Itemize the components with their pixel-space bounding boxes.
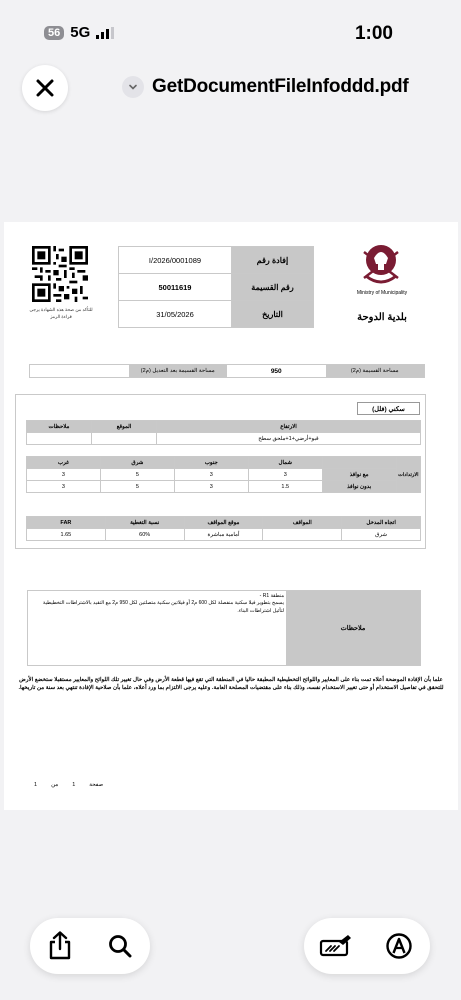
entrance-value: شرق: [342, 529, 421, 541]
setback-header-south: جنوب: [174, 457, 248, 469]
qr-code-icon: [32, 246, 88, 302]
setback-cell: 5: [100, 481, 174, 493]
setback-header-west: غرب: [27, 457, 101, 469]
share-icon: [47, 931, 73, 961]
setback-cell: 3: [248, 469, 322, 481]
page-word: صفحة: [89, 782, 104, 788]
height-value: قبو+أرضي+1+ملحق سطح: [157, 433, 421, 445]
setback-cell: 3: [174, 481, 248, 493]
parking-location-value: أمامية مباشرة: [184, 529, 263, 541]
setback-cell: 3: [174, 469, 248, 481]
page-footer: [34, 782, 103, 788]
toolbar-left: [30, 918, 150, 974]
close-button[interactable]: [22, 65, 68, 111]
setback-cell: 3: [27, 481, 101, 493]
setback-cell: 3: [27, 469, 101, 481]
setback-cell: 5: [100, 469, 174, 481]
search-icon: [107, 933, 133, 959]
coverage-header: نسبة التغطية: [105, 517, 184, 529]
qr-caption: للتأكد من صحة هذه الشهادة يرجى قراءة الرمز: [29, 307, 93, 319]
page-current: 1: [72, 782, 76, 788]
parking-location-header: موقع المواقف: [184, 517, 263, 529]
far-header: FAR: [27, 517, 106, 529]
area-after-label: مساحة القسيمة بعد التعديل (م2): [129, 365, 228, 377]
height-header: الارتفاع: [157, 421, 421, 433]
location-header: الموقع: [92, 421, 157, 433]
network-type: 5G: [70, 24, 91, 41]
status-left: [44, 24, 114, 41]
setback-header-east: شرق: [100, 457, 174, 469]
plot-number: 50011619: [119, 274, 232, 301]
notes-header: ملاحظات: [27, 421, 92, 433]
parking-header: المواقف: [263, 517, 342, 529]
status-bar: [0, 0, 461, 56]
notes-label: ملاحظات: [286, 591, 420, 665]
ifada-label: إفادة رقم: [232, 247, 314, 274]
coverage-value: 60%: [105, 529, 184, 541]
page-of: من: [51, 782, 59, 788]
parking-value: [263, 529, 342, 541]
notes-box: [27, 590, 421, 666]
disclaimer-text: علما بأن الإفادة الموضحة أعلاه تمت بناء على المعايير واللوائح التخطيطية المطبقة حاليا في المنطقة التي تقع فيها قطعة الأرض وفي حال تغيير تلك اللوائح والمعايير مستقبلا ستخضع الأرض للتحقق في تفاصيل الاستخدام أو حتى تغيير الاستخدام نفسه، وذلك بناء على مقتضيات المصلحة العامة. وعليه يرجى الالتزام بما ورد أعلاه، علما بأن صلاحية الإفادة تنتهي بعد سنة من تاريخها.: [18, 677, 444, 692]
markup-icon: [319, 933, 353, 959]
pen-circle-button[interactable]: [379, 926, 419, 966]
signal-bars-icon: [96, 27, 114, 39]
ministry-name: Ministry of Municipality: [356, 290, 408, 296]
document-title: GetDocumentFileInfoddd.pdf: [152, 76, 409, 97]
zoning-type: سكني (فلل): [357, 402, 420, 415]
notes-line-1: منطقة R1 -: [259, 593, 284, 599]
search-button[interactable]: [100, 926, 140, 966]
setbacks-side-label: الارتدادات: [396, 457, 420, 493]
setback-row-label: بدون نوافذ: [322, 481, 396, 493]
toolbar-right: [304, 918, 430, 974]
setbacks-table: [26, 456, 421, 493]
notes-line-2: يسمح بتطوير فيلا سكنية منفصلة لكل 600 م2 أو فيلاتين سكنية متصلتين لكل 950 م2 مع التقيد بالاشتراطات التخطيطية لتأثيل اشتراطات البناء.: [42, 600, 284, 614]
far-value: 1.65: [27, 529, 106, 541]
chevron-down-icon: [122, 76, 144, 98]
setback-cell: 1.5: [248, 481, 322, 493]
notes-cell: [27, 433, 92, 445]
setback-row-label: مع نوافذ: [322, 469, 396, 481]
date-label: التاريخ: [232, 301, 314, 328]
clock: 1:00: [354, 23, 393, 44]
qatar-emblem-icon: [356, 238, 406, 290]
notes-text: [32, 593, 284, 615]
signal-badge: 56: [44, 26, 64, 40]
plot-label: رقم القسيمة: [232, 274, 314, 301]
header-info-table: [118, 246, 314, 328]
plot-area-label: مساحة القسيمة (م2): [326, 365, 425, 377]
zoning-box: [15, 394, 426, 549]
height-table: [26, 420, 421, 445]
area-row: [29, 364, 425, 378]
pen-circle-icon: [385, 932, 413, 960]
date-value: 31/05/2026: [119, 301, 232, 328]
plot-area-value: 950: [270, 367, 282, 375]
close-icon: [35, 78, 55, 98]
document-title-menu[interactable]: [122, 76, 409, 98]
entrance-header: اتجاه المدخل: [342, 517, 421, 529]
parking-table: [26, 516, 421, 541]
pdf-page: [4, 222, 458, 810]
setback-header-north: شمال: [248, 457, 322, 469]
markup-button[interactable]: [316, 926, 356, 966]
setback-header-blank: [322, 457, 396, 469]
area-after-value: [30, 365, 129, 377]
ifada-number: I/2026/0001089: [119, 247, 232, 274]
municipality-name: بلدية الدوحة: [357, 312, 407, 323]
location-cell: [92, 433, 157, 445]
page-total: 1: [34, 782, 38, 788]
share-button[interactable]: [40, 926, 80, 966]
